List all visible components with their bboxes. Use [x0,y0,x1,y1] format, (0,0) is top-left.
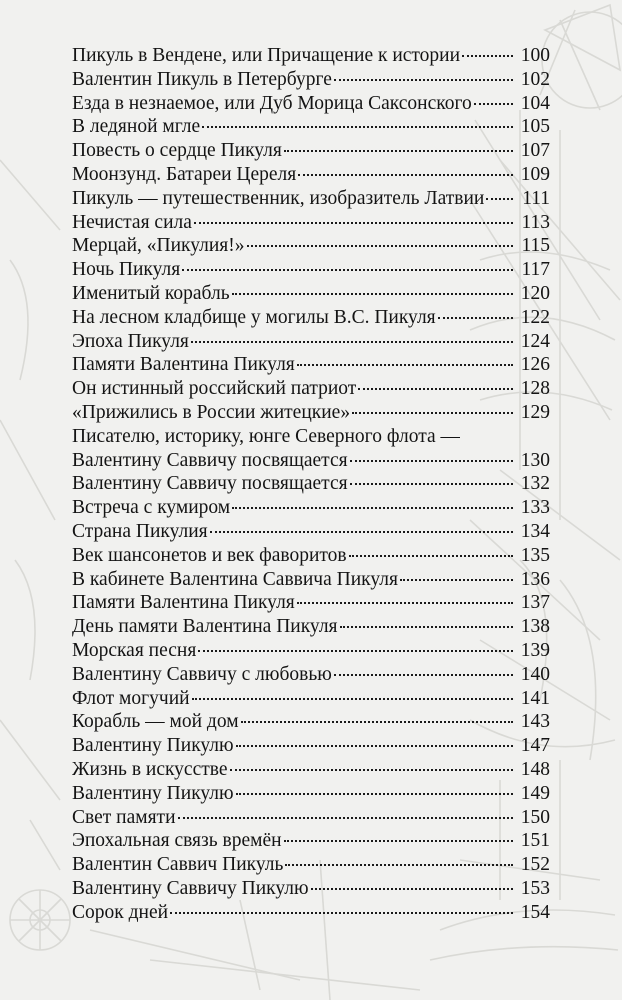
toc-entry-title: В кабинете Валентина Саввича Пикуля [72,568,398,590]
toc-entry-title: Валентин Саввич Пикуль [72,854,284,876]
toc-page-number: 122 [520,306,550,328]
toc-entry [72,639,550,663]
toc-page-number: 132 [520,473,550,495]
toc-entry [72,353,550,377]
dot-leader [236,745,513,747]
toc-entry [72,401,550,425]
toc-entry-title: Век шансонетов и век фаворитов [72,544,347,566]
toc-entry-title: Корабль — мой дом [72,711,239,733]
toc-entry [72,520,550,544]
toc-entry-title: Валентину Пикулю [72,735,234,757]
dot-leader [191,341,513,343]
toc-page-number: 141 [520,687,550,709]
toc-page-number: 150 [520,806,550,828]
dot-leader [298,174,513,176]
toc-entry-title: Свет памяти [72,806,176,828]
toc-entry [72,211,550,235]
toc-entry [72,877,550,901]
toc-page-number: 113 [521,211,550,233]
toc-page-number: 135 [520,544,550,566]
dot-leader [311,888,513,890]
toc-page-number: 138 [520,616,550,638]
toc-entry [72,258,550,282]
toc-entry-title: Писателю, историку, юнге Северного флота — [72,425,460,447]
sextant-illustration [540,5,622,110]
toc-entry-title: «Прижились в России житецкие» [72,401,351,423]
dot-leader [358,388,513,390]
dot-leader [182,269,513,271]
dot-leader [285,864,513,866]
toc-entry-title: Езда в незнаемое, или Дуб Морица Саксонского [72,92,472,114]
toc-page-number: 147 [520,735,550,757]
toc-entry [72,115,550,139]
dot-leader [349,555,513,557]
dot-leader [438,317,513,319]
toc-entry-title: Валентину Саввичу с любовью [72,663,332,685]
toc-entry-title: Сорок дней [72,901,169,923]
dot-leader [462,55,513,57]
dot-leader [198,650,513,652]
toc-entry-title: В ледяной мгле [72,116,201,138]
dot-leader [334,674,513,676]
toc-entry [72,758,550,782]
toc-page-number: 130 [520,449,550,471]
toc-entry [72,806,550,830]
dot-leader [230,769,513,771]
dot-leader [247,245,513,247]
dot-leader [232,507,513,509]
toc-entry [72,615,550,639]
toc-page-number: 117 [521,259,550,281]
dot-leader [284,840,513,842]
toc-entry-title: Морская песня [72,639,197,661]
toc-entry-title: Валентину Пикулю [72,782,234,804]
toc-page-number: 151 [520,830,550,852]
toc-entry-title: На лесном кладбище у могилы В.С. Пикуля [72,306,436,328]
toc-page-number: 126 [520,354,550,376]
toc-page-number: 100 [520,45,550,66]
toc-page-number: 120 [520,282,550,304]
toc-page-number: 137 [520,592,550,614]
dot-leader [486,198,513,200]
dot-leader [232,293,513,295]
toc-entry-title: Моонзунд. Батареи Цереля [72,163,297,185]
toc-entry-title: Встреча с кумиром [72,497,231,519]
dot-leader [474,103,513,105]
toc-entry [72,139,550,163]
toc-entry-title: Мерцай, «Пикулия!» [72,235,245,257]
dot-leader [334,79,513,81]
dot-leader [400,579,513,581]
ships-wheel-illustration [10,890,70,950]
toc-page-number: 129 [520,401,550,423]
dot-leader [340,626,513,628]
toc-entry [72,472,550,496]
toc-entry [72,829,550,853]
dot-leader [194,222,513,224]
toc-entry-title: День памяти Валентина Пикуля [72,616,338,638]
toc-entry-title: Памяти Валентина Пикуля [72,592,295,614]
toc-entry-title: Валентину Саввичу посвящается [72,473,348,495]
toc-entry-title: Флот могучий [72,687,190,709]
toc-entry [72,187,550,211]
toc-page-number: 111 [522,187,550,209]
dot-leader [178,817,513,819]
toc-entry [72,306,550,330]
toc-entry-title: Ночь Пикуля [72,259,181,281]
dot-leader [352,412,513,414]
dot-leader [202,126,513,128]
toc-entry [72,449,550,473]
toc-page-number: 128 [520,378,550,400]
toc-entry [72,687,550,711]
toc-page-number: 133 [520,497,550,519]
toc-entry-title: Он истинный российский патриот [72,378,357,400]
toc-entry [72,425,550,449]
toc-entry-title: Памяти Валентина Пикуля [72,354,295,376]
toc-page-number: 139 [520,639,550,661]
toc-entry-title: Пикуль — путешественник, изобразитель Латвии [72,187,485,209]
toc-entry-title: Нечистая сила [72,211,192,233]
toc-entry-title: Повесть о сердце Пикуля [72,140,282,162]
toc-page-number: 140 [520,663,550,685]
table-of-contents [72,44,550,924]
toc-entry [72,568,550,592]
toc-entry [72,901,550,925]
toc-page-number: 152 [520,854,550,876]
toc-entry [72,544,550,568]
toc-page-number: 143 [520,711,550,733]
toc-entry-title: Жизнь в искусстве [72,758,228,780]
toc-entry [72,163,550,187]
dot-leader [236,793,513,795]
toc-entry-title: Эпохальная связь времён [72,830,282,852]
toc-entry-title: Эпоха Пикуля [72,330,189,352]
toc-page-number: 105 [520,116,550,138]
toc-page-number: 104 [520,92,550,114]
toc-entry [72,782,550,806]
toc-entry-title: Страна Пикулия [72,520,208,542]
toc-page-number: 148 [520,758,550,780]
toc-entry-title: Пикуль в Вендене, или Причащение к истории [72,45,461,66]
dot-leader [350,460,513,462]
dot-leader [284,150,513,152]
toc-entry [72,234,550,258]
toc-page-number: 109 [520,163,550,185]
toc-page-number: 102 [520,68,550,90]
toc-page-number: 149 [520,782,550,804]
dot-leader [192,698,513,700]
left-rigging-illustration [0,160,60,870]
toc-entry [72,734,550,758]
toc-entry [72,663,550,687]
toc-entry [72,282,550,306]
toc-entry-title: Валентин Пикуль в Петербурге [72,68,332,90]
toc-entry-title: Валентину Саввичу Пикулю [72,877,309,899]
toc-entry [72,496,550,520]
dot-leader [241,721,513,723]
toc-entry-title: Валентину Саввичу посвящается [72,449,348,471]
dot-leader [297,364,513,366]
toc-entry [72,44,550,68]
toc-entry [72,377,550,401]
toc-entry-title: Именитый корабль [72,282,230,304]
toc-page-number: 124 [520,330,550,352]
dot-leader [210,531,513,533]
toc-entry [72,68,550,92]
toc-page-number: 107 [520,140,550,162]
toc-page-number: 154 [520,901,550,923]
toc-entry [72,330,550,354]
toc-entry [72,710,550,734]
toc-page-number: 153 [520,877,550,899]
dot-leader [350,483,513,485]
dot-leader [170,912,513,914]
dot-leader [297,602,513,604]
toc-page-number: 115 [521,235,550,257]
toc-page-number: 136 [520,568,550,590]
toc-page-number: 134 [520,520,550,542]
toc-entry [72,591,550,615]
toc-entry [72,92,550,116]
toc-entry [72,853,550,877]
